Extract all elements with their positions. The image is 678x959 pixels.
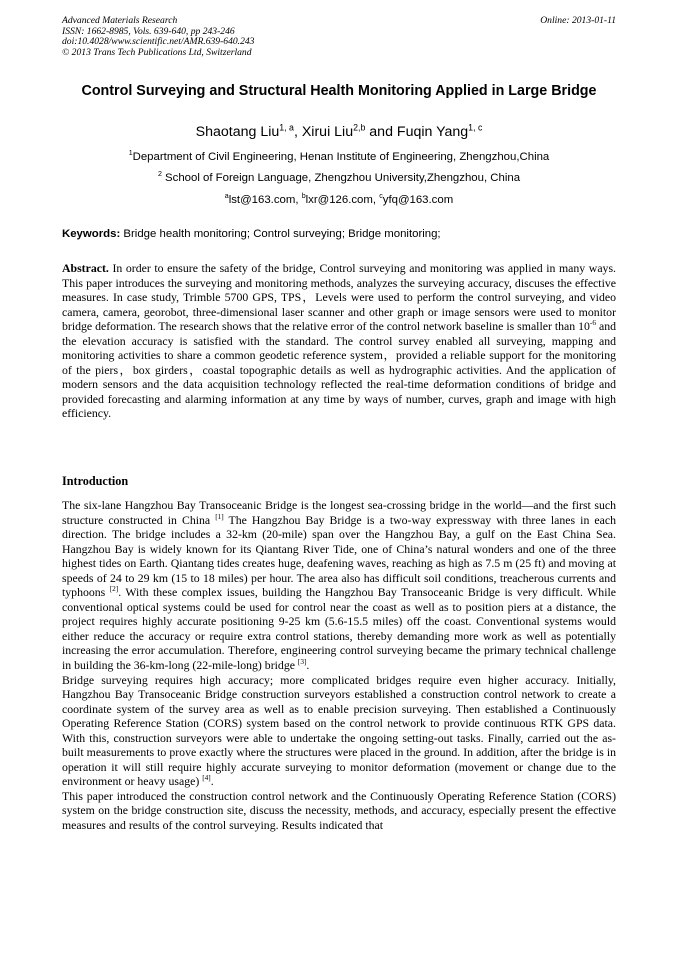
author-name: Fuqin Yang (396, 124, 469, 140)
abstract-text: In order to ensure the safety of the bridge, Control surveying and monitoring was applied in many ways. This paper introduces the surveying and monitoring methods, analyzes the surveying accuracy, discuses the effective measures. In case study, Trimble 5700 GPS, TPS，Levels were used to perform the control surveying, and video camera, camera, georobot, three-dimensional laser scanner and other graph or image sensors were used to monitor bridge deformation. The research shows that the relative error of the control network baseline is smaller than 10 (62, 261, 616, 334)
email-sup: a (224, 193, 229, 201)
section-heading: Introduction (62, 474, 129, 488)
affiliation-text: School of Foreign Language, Zhengzhou University,Zhengzhou, China (161, 172, 521, 184)
affiliation-text: Department of Civil Engineering, Henan Institute of Engineering, Zhengzhou,China (132, 151, 550, 163)
paragraph (62, 673, 616, 789)
paragraph-text: The Hangzhou Bay Bridge is a two-way expressway with three lanes in each direction. The bridge includes a 32-km (20-mile) span over the Hangzhou Bay, a gulf on the East China Sea. Hangzhou Bay is widely known for its Qiantang River Tide, one of China’s natural wonders and one of the three highest tides on Earth. Qiantang tides creates huge, deafening waves, reaching as high as 7.5 m (25 ft) and moving at speeds of 24 to 29 km (15 to 18 miles) per hour. The area also has difficult soil conditions, treacherous currents and typhoons (62, 512, 616, 600)
journal-header (62, 16, 616, 58)
email-sup: b (301, 193, 306, 201)
issn-line: ISSN: 1662-8985, Vols. 639-640, pp 243-246 (62, 25, 235, 37)
abstract-label: Abstract. (62, 261, 109, 275)
paragraph-text: Bridge surveying requires high accuracy; more complicated bridges require even higher accuracy. Initially, Hangzhou Bay Transoceanic Bridge construction surveyors established a construction control network to create a coordinate system of the survey area as well as to enable precision surveying. Then established a Continuously Operating Reference Station (CORS) system based on the control network to provide continuous RTK GPS data. With this, construction surveyors were able to undertake the ongoing setting-out tasks. Finally, carried out the as-built measurements to prove exactly where the structures were placed in the ground. In addition, after the bridge is in operation it will still require highly accurate surveying to monitor deformation (movement or change due to the environment or heavy usage) (62, 672, 616, 789)
affiliation-2 (62, 171, 616, 185)
email-text: lst@163.com, (228, 194, 302, 206)
affiliation-sup: 1 (128, 150, 133, 158)
author-name: Xirui Liu (301, 124, 354, 140)
paragraph-text: . (306, 658, 310, 673)
abstract-exponent: -6 (589, 318, 597, 328)
citation: [4] (202, 773, 211, 783)
author-list (62, 123, 616, 141)
author-sup: 1, c (468, 122, 483, 133)
paragraph-text: The six-lane Hangzhou Bay Transoceanic Bridge is the longest sea-crossing bridge in the world—and the first such structure constructed in China (62, 498, 616, 527)
author-name: Shaotang Liu (195, 124, 280, 140)
paper-title: Control Surveying and Structural Health Monitoring Applied in Large Bridge (81, 83, 597, 99)
paragraph: This paper introduced the construction control network and the Continuously Operating Reference Station (CORS) system on the bridge construction site, discuss the necessity, methods, and accuracy, especially present the effective measures and results of the control surveying. Results indicated that (62, 788, 616, 833)
copyright-line: © 2013 Trans Tech Publications Ltd, Switzerland (62, 46, 252, 58)
citation: [1] (215, 511, 224, 521)
author-sep: and (365, 124, 397, 140)
author-sep: , (293, 124, 302, 140)
abstract (62, 261, 616, 421)
citation: [2] (109, 584, 119, 594)
citation: [3] (297, 657, 307, 667)
email-text: lxr@126.com, (305, 194, 380, 206)
affiliation-sup: 2 (157, 171, 162, 179)
paragraph (62, 498, 616, 673)
affiliation-1 (62, 150, 616, 164)
introduction-body (62, 498, 616, 833)
paragraph-text: . With these complex issues, building the Hangzhou Bay Transoceanic Bridge is very difficult. While conventional optical systems could be used for control near the coast as well as to position piers at a distance, the project requires highly accurate positioning 9-25 km (5.6-15.5 miles) off the coast. Conventional systems would either reduce the accuracy or require extra control stations, thereby demanding more work as well as potentially increasing the error accumulation. Therefore, engineering control surveying became the primary technical challenge in building the 36-km-long (22-mile-long) bridge (62, 585, 616, 673)
keywords-label: Keywords: (62, 228, 121, 240)
author-sup: 2,b (353, 122, 366, 133)
email-sup: c (379, 193, 383, 201)
paragraph-text: . (210, 774, 214, 789)
journal-name: Advanced Materials Research (62, 15, 178, 26)
online-date: Online: 2013-01-11 (540, 15, 616, 26)
author-sup: 1, a (279, 122, 294, 133)
doi-line: doi:10.4028/www.scientific.net/AMR.639-640.243 (62, 36, 255, 48)
abstract-text: and the elevation accuracy is satisfied with the standard. The control survey enabled all surveying, mapping and monitoring activities to share a common geodetic reference system，provided a reliable support for the monitoring of the piers，box girders，coastal topographic details as well as hydrographic activities. And the application of modern sensors and the data acquisition technology reflected the real-time deformation conditions of bridge and provided forecasting and alarming information at any time by ways of number, curves, graph and image with high efficiency. (62, 319, 617, 421)
keywords-text: Bridge health monitoring; Control surveying; Bridge monitoring; (120, 228, 441, 240)
email-line (62, 193, 616, 207)
keywords (62, 227, 616, 241)
email-text: yfq@163.com (382, 194, 454, 206)
